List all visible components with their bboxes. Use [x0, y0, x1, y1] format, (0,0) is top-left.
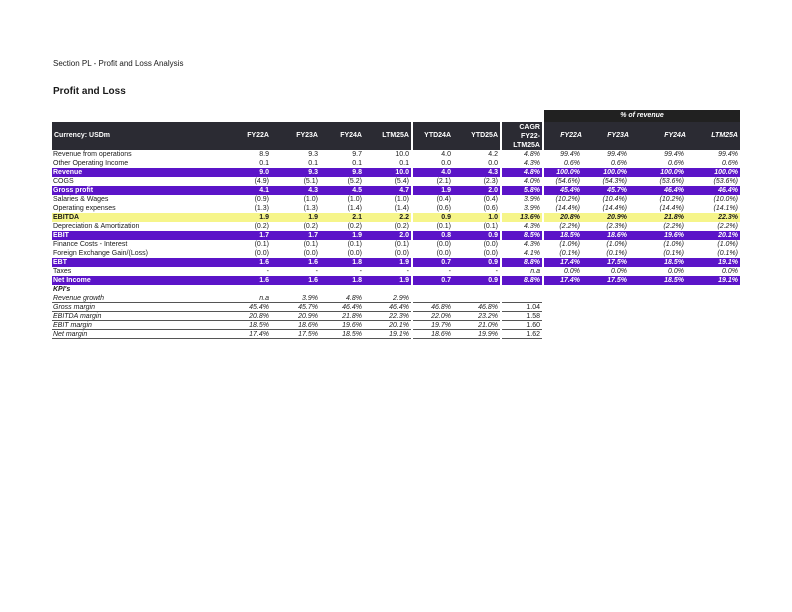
kpi-value-cell: 46.4% — [342, 304, 362, 311]
kpi-value-cell: 19.1% — [389, 331, 409, 338]
pct-cell: (2.2%) — [717, 223, 738, 230]
value-cell: 4.7 — [399, 187, 409, 194]
value-cell: (0.2) — [303, 223, 318, 230]
value-cell: (1.0) — [303, 196, 318, 203]
pct-cell: (2.2%) — [663, 223, 684, 230]
ytd-cell: - — [495, 268, 498, 275]
value-cell: 4.3 — [308, 187, 318, 194]
row-label: Gross profit — [53, 187, 94, 194]
value-cell: (0.2) — [347, 223, 362, 230]
value-cell: 9.8 — [352, 169, 362, 176]
ytd-cell: 0.8 — [441, 232, 451, 239]
ytd-cell: 1.0 — [488, 214, 498, 221]
value-cell: 2.1 — [352, 214, 362, 221]
value-cell: (5.4) — [394, 178, 409, 185]
ytd-cell: (0.6) — [483, 205, 498, 212]
value-cell: 0.1 — [259, 160, 269, 167]
ytd-cell: - — [448, 268, 451, 275]
table-row — [52, 276, 740, 285]
pct-cell: 18.5% — [560, 232, 580, 239]
value-cell: 1.9 — [259, 214, 269, 221]
col-header-ytd24a: YTD24A — [424, 132, 451, 139]
value-cell: (1.3) — [254, 205, 269, 212]
row-label: Revenue from operations — [53, 151, 132, 158]
row-label: Net Income — [53, 277, 91, 284]
cagr-cell: 8.8% — [524, 277, 540, 284]
value-cell: (0.2) — [254, 223, 269, 230]
pct-cell: 22.3% — [718, 214, 738, 221]
ytd-cell: 0.0 — [488, 160, 498, 167]
pct-cell: 46.4% — [718, 187, 738, 194]
table-row — [52, 240, 740, 249]
kpi-cagr-cell: 1.62 — [526, 331, 540, 338]
kpi-ytd-cell: 19.9% — [478, 331, 498, 338]
ytd-cell: (0.0) — [436, 241, 451, 248]
pct-cell: (0.1%) — [606, 250, 627, 257]
kpi-cagr-cell: 1.58 — [526, 313, 540, 320]
kpi-heading-row — [52, 285, 740, 294]
value-cell: 1.9 — [399, 259, 409, 266]
pct-cell: (54.3%) — [602, 178, 627, 185]
pct-cell: 0.0% — [611, 268, 627, 275]
ytd-cell: (0.0) — [483, 241, 498, 248]
kpi-value-cell: 19.6% — [342, 322, 362, 329]
kpi-ytd-cell: 22.0% — [431, 313, 451, 320]
cagr-cell: 5.8% — [524, 187, 540, 194]
value-cell: 9.0 — [259, 169, 269, 176]
pct-col-header-fy24a: FY24A — [664, 132, 686, 139]
value-cell: 1.6 — [308, 277, 318, 284]
value-cell: (0.0) — [394, 250, 409, 257]
ytd-cell: (0.4) — [483, 196, 498, 203]
table-row — [52, 213, 740, 222]
ytd-cell: 4.0 — [441, 169, 451, 176]
kpi-label: Gross margin — [53, 304, 96, 311]
value-cell: 0.1 — [399, 160, 409, 167]
cagr-cell: 3.9% — [524, 205, 540, 212]
value-cell: 0.1 — [308, 160, 318, 167]
pct-cell: 100.0% — [556, 169, 580, 176]
value-cell: 4.5 — [352, 187, 362, 194]
pct-cell: 17.5% — [607, 277, 627, 284]
value-cell: 4.1 — [259, 187, 269, 194]
kpi-value-cell: 45.7% — [298, 304, 318, 311]
value-cell: 10.0 — [395, 151, 409, 158]
cagr-cell: 4.3% — [524, 241, 540, 248]
kpi-value-cell: 20.1% — [389, 322, 409, 329]
kpi-row — [52, 312, 740, 321]
kpi-row — [52, 330, 740, 339]
value-cell: 1.6 — [259, 259, 269, 266]
value-cell: (0.1) — [347, 241, 362, 248]
value-cell: 1.7 — [259, 232, 269, 239]
value-cell: (0.0) — [303, 250, 318, 257]
kpi-ytd-cell: 19.7% — [431, 322, 451, 329]
pct-cell: 0.6% — [668, 160, 684, 167]
ytd-cell: 0.7 — [441, 277, 451, 284]
value-cell: (1.3) — [303, 205, 318, 212]
row-label: Other Operating Income — [53, 160, 129, 167]
pct-cell: 19.1% — [718, 259, 738, 266]
pct-cell: 0.0% — [668, 268, 684, 275]
kpi-value-cell: n.a — [259, 295, 269, 302]
cagr-cell: 4.0% — [524, 178, 540, 185]
kpi-row — [52, 321, 740, 330]
pct-cell: (1.0%) — [717, 241, 738, 248]
value-cell: 1.9 — [308, 214, 318, 221]
value-cell: (1.0) — [394, 196, 409, 203]
pct-cell: 0.0% — [564, 268, 580, 275]
pct-cell: 19.1% — [718, 277, 738, 284]
row-label: Taxes — [53, 268, 72, 275]
pct-of-revenue-header: % of revenue — [544, 110, 740, 122]
table-header-cagr — [502, 122, 542, 150]
ytd-cell: 0.9 — [488, 259, 498, 266]
kpi-label: Revenue growth — [53, 295, 104, 302]
kpi-value-cell: 22.3% — [389, 313, 409, 320]
value-cell: 0.1 — [352, 160, 362, 167]
value-cell: (0.9) — [254, 196, 269, 203]
kpi-value-cell: 4.8% — [346, 295, 362, 302]
cagr-cell: 3.9% — [524, 196, 540, 203]
pct-cell: 45.4% — [560, 187, 580, 194]
pct-cell: (10.2%) — [659, 196, 684, 203]
value-cell: 1.9 — [399, 277, 409, 284]
kpi-value-cell: 45.4% — [249, 304, 269, 311]
row-label: Revenue — [53, 169, 83, 176]
ytd-cell: 0.7 — [441, 259, 451, 266]
value-cell: 1.6 — [308, 259, 318, 266]
cagr-cell: 8.8% — [524, 259, 540, 266]
value-cell: (1.4) — [347, 205, 362, 212]
pct-cell: (1.0%) — [606, 241, 627, 248]
table-row — [52, 186, 740, 195]
kpi-value-cell: 18.6% — [298, 322, 318, 329]
table-row — [52, 168, 740, 177]
kpi-value-cell: 20.9% — [298, 313, 318, 320]
kpi-value-cell: 20.8% — [249, 313, 269, 320]
pct-cell: 0.6% — [564, 160, 580, 167]
pct-cell: 21.8% — [664, 214, 684, 221]
cagr-cell: 4.8% — [524, 169, 540, 176]
ytd-cell: 4.0 — [441, 151, 451, 158]
table-row — [52, 150, 740, 159]
table-row — [52, 222, 740, 231]
cagr-cell: 4.1% — [524, 250, 540, 257]
table-row — [52, 159, 740, 168]
value-cell: 2.2 — [399, 214, 409, 221]
value-cell: 9.3 — [308, 169, 318, 176]
table-row — [52, 249, 740, 258]
cagr-cell: 4.3% — [524, 223, 540, 230]
pct-cell: 99.4% — [607, 151, 627, 158]
pct-cell: 18.5% — [664, 277, 684, 284]
table-row — [52, 177, 740, 186]
ytd-cell: 2.0 — [488, 187, 498, 194]
kpi-label: Net margin — [53, 331, 88, 338]
kpi-value-cell: 17.4% — [249, 331, 269, 338]
row-label: Salaries & Wages — [53, 196, 109, 203]
value-cell: - — [315, 268, 318, 275]
row-divider — [52, 338, 411, 339]
ytd-cell: (0.6) — [436, 205, 451, 212]
col-header-fy22a: FY22A — [247, 132, 269, 139]
row-label: EBITDA — [53, 214, 80, 221]
pct-cell: (14.1%) — [713, 205, 738, 212]
pct-cell: (10.2%) — [555, 196, 580, 203]
kpi-value-cell: 3.9% — [302, 295, 318, 302]
pct-col-header-ltm25a: LTM25A — [711, 132, 738, 139]
pct-cell: (14.4%) — [659, 205, 684, 212]
value-cell: 10.0 — [395, 169, 409, 176]
col-header-cagr: CAGR FY22- LTM25A — [513, 124, 540, 149]
kpi-heading: KPI's — [53, 286, 71, 293]
pct-cell: 20.1% — [718, 232, 738, 239]
kpi-ytd-cell: 23.2% — [478, 313, 498, 320]
pct-cell: 100.0% — [603, 169, 627, 176]
col-header-fy24a: FY24A — [340, 132, 362, 139]
value-cell: 1.7 — [308, 232, 318, 239]
ytd-cell: 0.9 — [488, 277, 498, 284]
kpi-value-cell: 17.5% — [298, 331, 318, 338]
value-cell: 1.6 — [259, 277, 269, 284]
pct-cell: 17.4% — [560, 277, 580, 284]
cagr-cell: 4.3% — [524, 160, 540, 167]
ytd-cell: (0.1) — [436, 223, 451, 230]
kpi-label: EBITDA margin — [53, 313, 102, 320]
pct-cell: (2.2%) — [559, 223, 580, 230]
ytd-cell: 1.9 — [441, 187, 451, 194]
kpi-cagr-cell: 1.60 — [526, 322, 540, 329]
pct-cell: 17.4% — [560, 259, 580, 266]
col-header-ltm25a: LTM25A — [382, 132, 409, 139]
table-row — [52, 267, 740, 276]
row-label: EBT — [53, 259, 67, 266]
value-cell: 9.7 — [352, 151, 362, 158]
pct-cell: (2.3%) — [606, 223, 627, 230]
value-cell: (0.0) — [254, 250, 269, 257]
value-cell: (0.0) — [347, 250, 362, 257]
kpi-value-cell: 21.8% — [342, 313, 362, 320]
pct-cell: 18.5% — [664, 259, 684, 266]
table-row — [52, 231, 740, 240]
cagr-cell: 4.8% — [524, 151, 540, 158]
table-header-main — [52, 122, 411, 150]
table-row — [52, 258, 740, 267]
pct-cell: 19.6% — [664, 232, 684, 239]
value-cell: 8.9 — [259, 151, 269, 158]
pct-cell: 20.9% — [607, 214, 627, 221]
pct-cell: 18.6% — [607, 232, 627, 239]
pct-cell: 100.0% — [714, 169, 738, 176]
cagr-cell: 8.5% — [524, 232, 540, 239]
value-cell: - — [359, 268, 362, 275]
ytd-cell: (2.3) — [483, 178, 498, 185]
value-cell: (5.1) — [303, 178, 318, 185]
col-header-fy23a: FY23A — [296, 132, 318, 139]
cagr-cell: n.a — [530, 268, 540, 275]
ytd-cell: (0.4) — [436, 196, 451, 203]
value-cell: 1.9 — [352, 232, 362, 239]
pct-cell: (53.6%) — [659, 178, 684, 185]
value-cell: (5.2) — [347, 178, 362, 185]
pct-cell: 99.4% — [718, 151, 738, 158]
value-cell: (1.0) — [347, 196, 362, 203]
ytd-cell: 0.9 — [488, 232, 498, 239]
row-label: Depreciation & Amortization — [53, 223, 140, 230]
kpi-value-cell: 18.5% — [249, 322, 269, 329]
pct-cell: 20.8% — [560, 214, 580, 221]
ytd-cell: (0.0) — [436, 250, 451, 257]
value-cell: (0.1) — [303, 241, 318, 248]
profit-and-loss-table — [52, 150, 740, 339]
kpi-row — [52, 303, 740, 312]
row-label: EBIT — [53, 232, 69, 239]
col-header-ytd25a: YTD25A — [471, 132, 498, 139]
section-title: Section PL - Profit and Loss Analysis — [53, 59, 184, 68]
value-cell: (0.1) — [254, 241, 269, 248]
value-cell: 9.3 — [308, 151, 318, 158]
currency-label: Currency: USDm — [54, 132, 111, 139]
row-divider — [502, 338, 542, 339]
pct-cell: 99.4% — [664, 151, 684, 158]
table-header-ytd — [413, 122, 500, 150]
pct-cell: (14.4%) — [602, 205, 627, 212]
pct-cell: 0.0% — [722, 268, 738, 275]
ytd-cell: (0.1) — [483, 223, 498, 230]
pct-cell: 45.7% — [607, 187, 627, 194]
pct-cell: (10.0%) — [713, 196, 738, 203]
ytd-cell: (2.1) — [436, 178, 451, 185]
kpi-value-cell: 2.9% — [393, 295, 409, 302]
value-cell: - — [266, 268, 269, 275]
table-row — [52, 195, 740, 204]
ytd-cell: 0.9 — [441, 214, 451, 221]
pct-cell: 0.6% — [611, 160, 627, 167]
pct-cell: 100.0% — [660, 169, 684, 176]
pct-cell: (0.1%) — [717, 250, 738, 257]
kpi-row — [52, 294, 740, 303]
kpi-ytd-cell: 46.8% — [431, 304, 451, 311]
pct-cell: 17.5% — [607, 259, 627, 266]
kpi-ytd-cell: 18.6% — [431, 331, 451, 338]
kpi-value-cell: 46.4% — [389, 304, 409, 311]
pct-cell: (1.0%) — [559, 241, 580, 248]
pct-cell: (10.4%) — [602, 196, 627, 203]
ytd-cell: (0.0) — [483, 250, 498, 257]
pct-cell: 99.4% — [560, 151, 580, 158]
pct-cell: 0.6% — [722, 160, 738, 167]
pct-cell: (1.0%) — [663, 241, 684, 248]
row-label: Finance Costs - Interest — [53, 241, 128, 248]
kpi-label: EBIT margin — [53, 322, 92, 329]
pct-cell: (0.1%) — [663, 250, 684, 257]
cagr-cell: 13.6% — [520, 214, 540, 221]
row-label: Foreign Exchange Gain/(Loss) — [53, 250, 148, 257]
row-label: Operating expenses — [53, 205, 116, 212]
value-cell: (4.9) — [254, 178, 269, 185]
value-cell: 1.8 — [352, 259, 362, 266]
page-title: Profit and Loss — [53, 86, 126, 97]
pct-cell: (54.6%) — [555, 178, 580, 185]
row-label: COGS — [53, 178, 74, 185]
pct-cell: (14.4%) — [555, 205, 580, 212]
pct-cell: (53.6%) — [713, 178, 738, 185]
row-divider — [413, 338, 500, 339]
kpi-value-cell: 18.5% — [342, 331, 362, 338]
value-cell: 1.8 — [352, 277, 362, 284]
ytd-cell: 4.3 — [488, 169, 498, 176]
value-cell: (1.4) — [394, 205, 409, 212]
table-header-pct — [544, 122, 740, 150]
pct-col-header-fy22a: FY22A — [560, 132, 582, 139]
kpi-ytd-cell: 21.0% — [478, 322, 498, 329]
value-cell: 2.0 — [399, 232, 409, 239]
table-row — [52, 204, 740, 213]
pct-col-header-fy23a: FY23A — [607, 132, 629, 139]
value-cell: - — [406, 268, 409, 275]
value-cell: (0.1) — [394, 241, 409, 248]
value-cell: (0.2) — [394, 223, 409, 230]
kpi-ytd-cell: 46.8% — [478, 304, 498, 311]
pct-cell: (0.1%) — [559, 250, 580, 257]
ytd-cell: 4.2 — [488, 151, 498, 158]
pct-cell: 46.4% — [664, 187, 684, 194]
kpi-cagr-cell: 1.04 — [526, 304, 540, 311]
ytd-cell: 0.0 — [441, 160, 451, 167]
